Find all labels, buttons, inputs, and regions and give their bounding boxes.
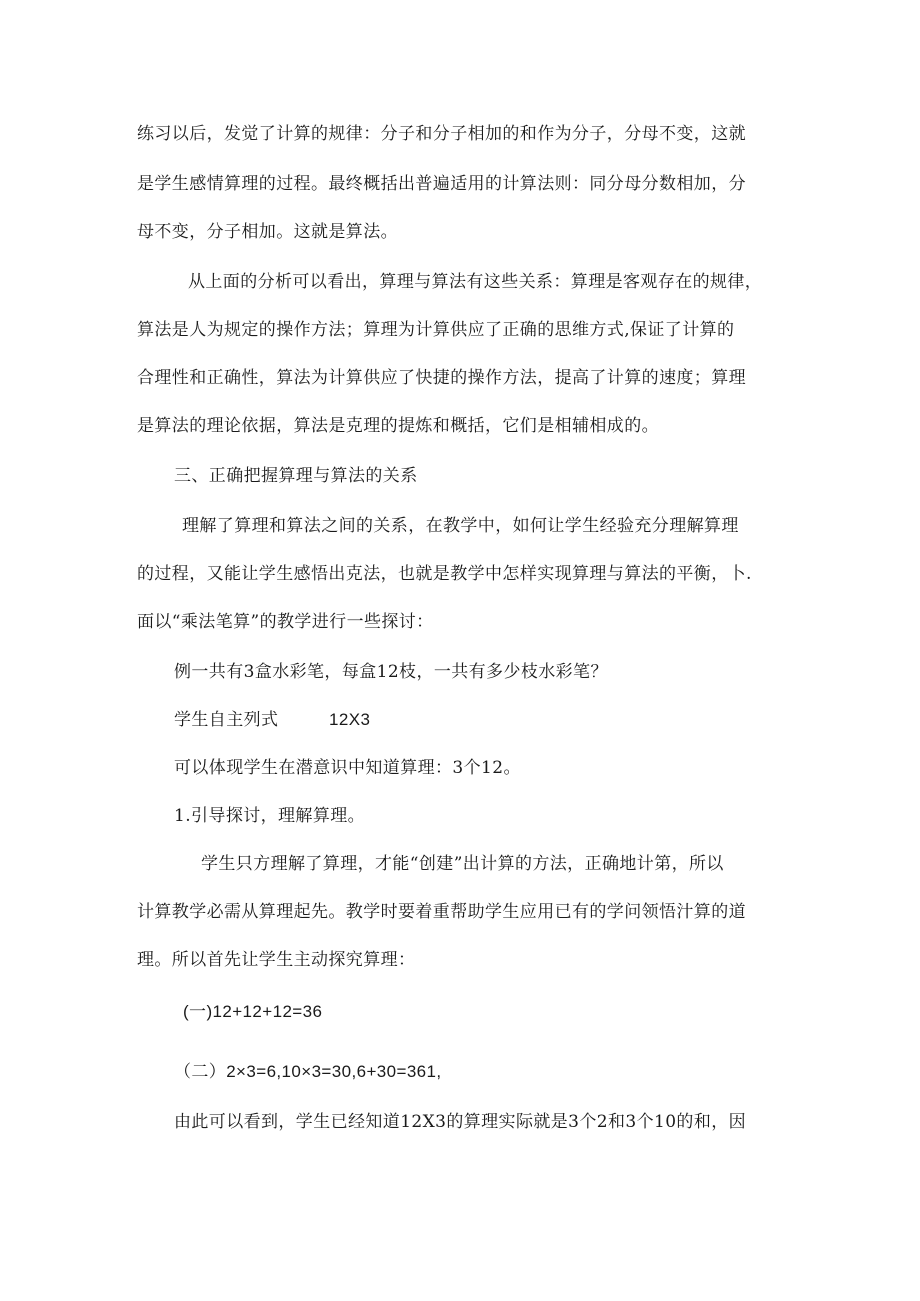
paragraph-line: 是学生感情算理的过程。最终概括出普遍适用的计算法则：同分母分数相加，分 <box>137 174 746 194</box>
section-heading: 三、正确把握算理与算法的关系 <box>174 466 418 486</box>
paragraph-line: 理解了算理和算法之间的关系，在教学中，如何让学生经验充分理解算理 <box>182 516 739 536</box>
step-heading: 1.引导探讨，理解算理。 <box>174 806 366 826</box>
paragraph-line: 是算法的理论依据，算法是克理的提炼和概括，它们是相辅相成的。 <box>137 416 659 436</box>
student-formula-label: 学生自主列式 <box>174 710 279 730</box>
paragraph-line: 由此可以看到，学生已经知道12X3的算理实际就是3个2和3个10的和，因 <box>174 1112 747 1132</box>
paragraph-line: 从上面的分析可以看出，算理与算法有这些关系：算理是客观存在的规律， <box>188 272 763 292</box>
paragraph-line: 学生只方理解了算理，才能“创建”出计算的方法，正确地计第，所以 <box>201 854 724 874</box>
paragraph-line: 算法是人为规定的操作方法；算理为计算供应了正确的思维方式,保证了计算的 <box>137 320 735 340</box>
example-problem: 例一共有3盒水彩笔，每盒12枝，一共有多少枝水彩笔？ <box>174 662 608 682</box>
paragraph-line: 练习以后，发觉了计算的规律：分子和分子相加的和作为分子，分母不变，这就 <box>137 124 746 144</box>
paragraph-line: 可以体现学生在潜意识中知道算理：3个12。 <box>174 758 521 778</box>
method-two: （二）2×3=6,10×3=30,6+30=361, <box>174 1062 442 1081</box>
paragraph-line: 的过程，又能让学生感悟出克法，也就是教学中怎样实现算理与算法的平衡，卜. <box>137 564 752 584</box>
paragraph-line: 母不变，分子相加。这就是算法。 <box>137 222 398 242</box>
method-one: (一)12+12+12=36 <box>183 1002 323 1021</box>
paragraph-line: 合理性和正确性，算法为计算供应了快捷的操作方法，提高了计算的速度；算理 <box>137 368 746 388</box>
paragraph-line: 理。所以首先让学生主动探究算理： <box>137 950 416 970</box>
paragraph-line: 面以“乘法笔算”的教学进行一些探讨： <box>137 612 434 632</box>
paragraph-line: 计算教学必需从算理起先。教学时要着重帮助学生应用已有的学问领悟汁算的道 <box>137 902 746 922</box>
student-formula-value: 12X3 <box>329 710 371 729</box>
